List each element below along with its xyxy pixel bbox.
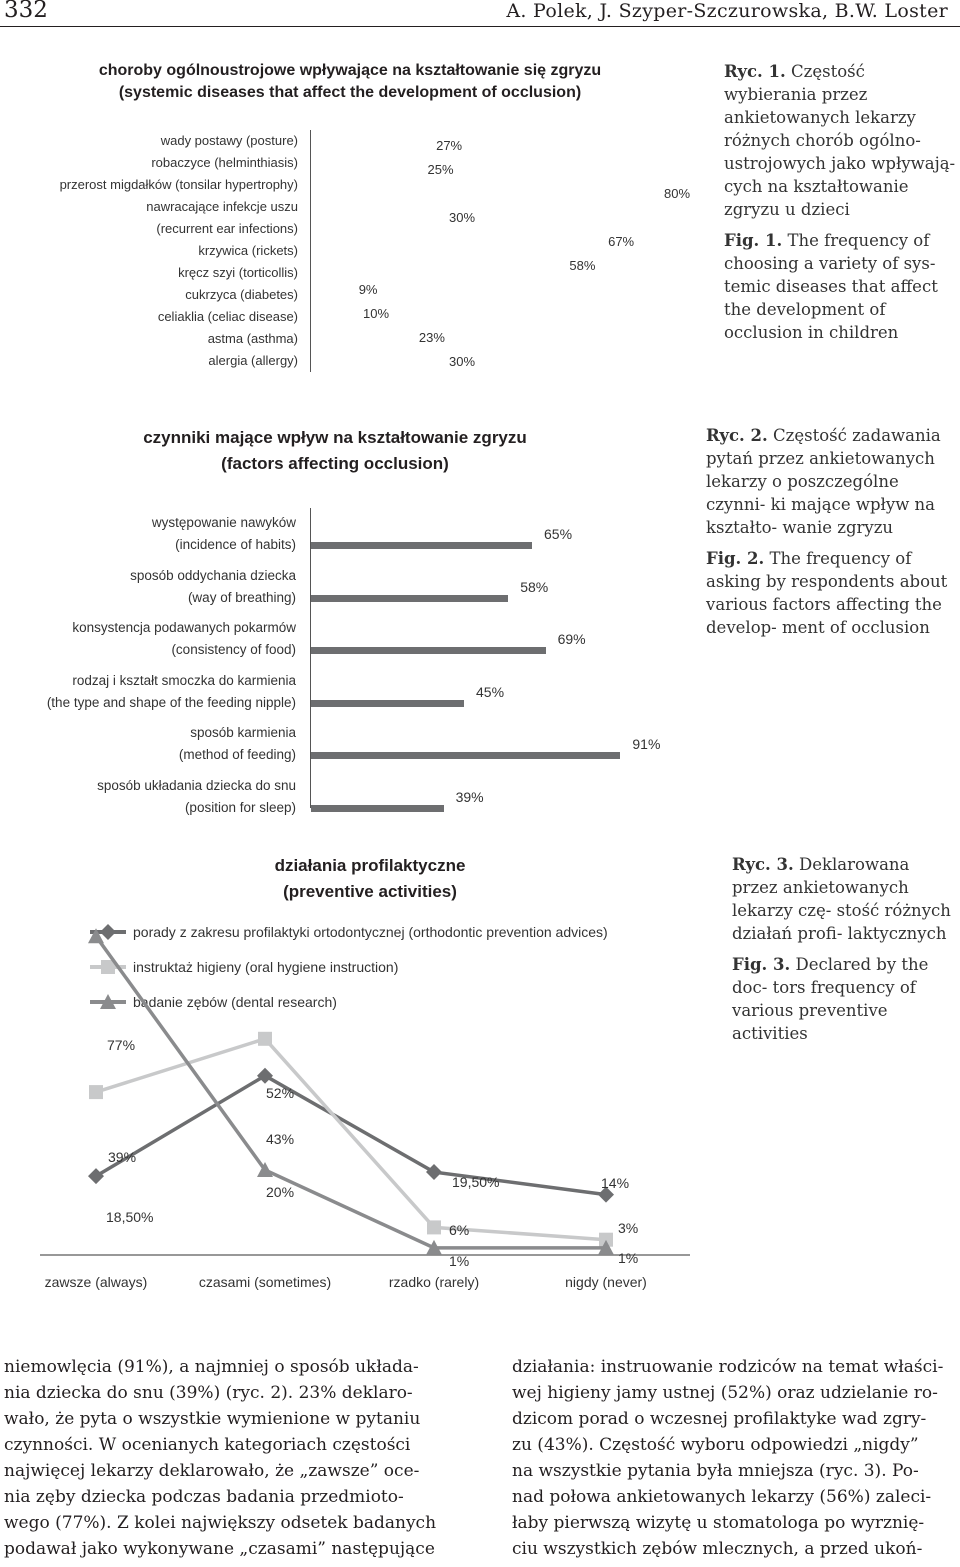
figure3-legend-label: badanie zębów (dental research) [133, 994, 337, 1010]
caption-text-line: ment of occlusion [782, 618, 930, 637]
figure3-point-marker [88, 1168, 104, 1184]
body-text-line: wego (77%). Z kolei największy odsetek badanych [4, 1513, 437, 1533]
caption-text-line: by respondents about various [706, 572, 948, 614]
body-text-line: nia dziecka do snu (39%) (ryc. 2). 23% deklaro- [4, 1383, 413, 1403]
body-text-line: wej higieny jamy ustnej (52%) oraz udzielanie ro- [512, 1383, 938, 1403]
figure2-category-label [0, 617, 296, 661]
figure3-point-marker [89, 1085, 103, 1099]
figure2-label-line: (consistency of food) [171, 642, 296, 657]
body-text-line: czynności. W ocenianych kategoriach częstości [4, 1435, 411, 1455]
figure2-value-label: 45% [476, 683, 505, 700]
figure3-value-label: 18,50% [106, 1209, 154, 1225]
caption-text-line: factors affecting the develop- [706, 595, 942, 637]
figure2-label-line: sposób układania dziecka do snu [97, 777, 296, 793]
figure1-category-label: nawracające infekcje uszu [146, 199, 298, 214]
caption-text-line: temic diseases that affect the [724, 277, 938, 319]
caption-text-line: cych na kształtowanie zgryzu [724, 177, 909, 219]
figure2-value-label: 58% [520, 578, 549, 595]
figure1-caption-pl-label: Ryc. 1. [724, 62, 786, 81]
body-text-line: niemowlęcia (91%), a najmniej o sposób układa- [4, 1357, 419, 1377]
figure1-caption-en [724, 229, 960, 344]
figure3-title-line2: (preventive activities) [283, 882, 457, 901]
figure3-value-label: 20% [266, 1184, 295, 1200]
figure1-value-label: 27% [436, 138, 463, 153]
figure1-caption-en-label: Fig. 1. [724, 231, 783, 250]
figure1-category-label: (recurrent ear infections) [156, 221, 298, 236]
figure2-label-line: (the type and shape of the feeding nipple) [46, 694, 296, 710]
caption-text-line: tors frequency of various [732, 978, 916, 1020]
caption-text-line: ankietowanych lekarzy czę- [732, 878, 909, 920]
figure2-caption-en-label: Fig. 2. [706, 549, 765, 568]
figure3-value-label: 1% [618, 1250, 639, 1266]
figure3-x-tick-label: nigdy (never) [565, 1274, 647, 1290]
caption-text-line: ustrojowych jako wpływają- [724, 154, 956, 173]
figure3-x-tick-label: rzadko (rarely) [388, 1274, 480, 1290]
figure2-bar [311, 805, 444, 812]
caption-text-line: przez ankietowanych lekarzy [724, 85, 916, 127]
caption-text-line: wanie zgryzu [782, 518, 894, 537]
figure3-value-label: 14% [601, 1175, 630, 1191]
figure3-point-marker [258, 1032, 272, 1046]
figure1-category-label: wady postawy (posture) [160, 133, 298, 148]
figure2-category-label [0, 565, 296, 609]
figure1-title-line1: choroby ogólnoustrojowe wpływające na kształtowanie się zgryzu [98, 62, 602, 79]
figure1-category-label: celiaklia (celiac disease) [157, 309, 298, 324]
figure3-value-label: 43% [266, 1131, 295, 1147]
figure1-value-label: 58% [569, 258, 596, 273]
figure2-title-line2: (factors affecting occlusion) [221, 454, 449, 473]
body-text-left-column [4, 1354, 452, 1562]
figure1-category-label: cukrzyca (diabetes) [185, 287, 298, 302]
caption-text-line: Deklarowana przez [732, 855, 910, 897]
body-text-line: działania: instruowanie rodziców na temat właści- [512, 1357, 944, 1377]
body-text-line: zu (43%). Częstość wyboru odpowiedzi „nigdy” [512, 1435, 919, 1455]
caption-text-line: stość różnych działań profi- [732, 901, 951, 943]
figure2-label-line: (method of feeding) [178, 747, 296, 762]
figure1-title-line2: (systemic diseases that affect the development of occlusion) [118, 84, 582, 101]
body-text-line: najwięcej lekarzy deklarowało, że „zawsze” oce- [4, 1461, 420, 1481]
figure3-legend-label: instruktaż higieny (oral hygiene instruction) [133, 959, 399, 975]
figure3-series-line [96, 936, 606, 1248]
figure3-value-label: 52% [266, 1085, 295, 1101]
figure3-caption-en [732, 953, 960, 1045]
figure3-caption-pl-label: Ryc. 3. [732, 855, 794, 874]
body-text-line: łaby pierwszą wizytę u stomatologa po wyrznię- [512, 1513, 925, 1533]
figure2-label-line: (incidence of habits) [175, 537, 296, 552]
caption-text-line: The frequency of asking [706, 549, 912, 591]
figure2-bar [311, 647, 546, 654]
figure1-category-label: astma (asthma) [207, 331, 298, 346]
running-head: A. Polek, J. Szyper-Szczurowska, B.W. Loster [506, 0, 948, 22]
figure1-category-label: krzywica (rickets) [198, 243, 298, 258]
figure1-value-label: 10% [363, 306, 390, 321]
figure3-value-label: 6% [449, 1222, 470, 1238]
figure2-label-line: sposób karmienia [190, 725, 296, 740]
figure1-value-label: 67% [608, 234, 635, 249]
figure2-category-label [0, 775, 296, 819]
figure2-category-label [0, 722, 296, 766]
figure1-caption [724, 60, 960, 344]
figure3-point-marker [427, 1220, 441, 1234]
caption-text-line: różnych chorób ogólno- [724, 131, 921, 150]
figure2-title-line1: czynniki mające wpływ na kształtowanie zgryzu [143, 428, 527, 447]
body-text-line: podawał jako wykonywane „czasami” następujące [4, 1539, 435, 1559]
figure2-bar [311, 700, 464, 707]
figure3-caption-en-label: Fig. 3. [732, 955, 791, 974]
caption-text-line: children [829, 323, 899, 342]
figure1-category-label: robaczyce (helminthiasis) [151, 155, 298, 170]
caption-text-line: choosing a variety of sys- [724, 254, 936, 273]
figure1-value-label: 9% [358, 282, 378, 297]
figure2-category-label [0, 670, 296, 714]
figure3-caption [732, 853, 960, 1045]
figure2-label-line: (way of breathing) [187, 589, 296, 605]
figure3-point-marker [426, 1164, 442, 1180]
figure3-legend-label: porady z zakresu profilaktyki ortodontycznej (orthodontic prevention advices) [133, 924, 608, 940]
figure3-x-tick-label: czasami (sometimes) [198, 1274, 332, 1290]
figure3-value-label: 77% [107, 1037, 136, 1053]
body-text-line: nad połowa ankietowanych lekarzy (56%) zaleci- [512, 1487, 932, 1507]
figure2-label-line: (position for sleep) [184, 799, 296, 815]
figure1-value-label: 30% [449, 210, 476, 225]
caption-text-line: Declared by the doc- [732, 955, 929, 997]
figure3-value-label: 1% [449, 1253, 470, 1269]
body-text-line: dzicom porad o wczesnej profilaktyke wad zgry- [512, 1409, 927, 1429]
figure2-label-line: występowanie nawyków [151, 515, 296, 530]
figure2-label-line: konsystencja podawanych pokarmów [72, 620, 296, 635]
figure2-value-label: 65% [544, 526, 573, 542]
figure1-value-label: 23% [418, 330, 445, 345]
figure1-category-label: alergia (allergy) [208, 353, 298, 368]
figure2-label-line: sposób oddychania dziecka [130, 567, 296, 583]
caption-text-line: preventive activities [732, 1001, 888, 1043]
figure3-value-label: 19,50% [452, 1174, 500, 1190]
figure1-value-label: 25% [427, 162, 454, 177]
figure3-line-chart [0, 900, 700, 1300]
figure3-legend-marker [100, 924, 116, 940]
figure3-point-marker [257, 1068, 273, 1084]
figure2-bar [311, 595, 508, 602]
page-number: 332 [4, 0, 48, 23]
body-text-line: wało, że pyta o wszystkie wymienione w pytaniu [4, 1409, 421, 1429]
figure3-value-label: 39% [108, 1149, 137, 1165]
figure3-title-line1: działania profilaktyczne [274, 856, 466, 875]
figure1-category-label: przerost migdałków (tonsilar hypertrophy) [59, 177, 298, 192]
figure2-caption-en [706, 547, 960, 639]
caption-text-line: ki mające wpływ na kształto- [706, 495, 936, 537]
figure2-value-label: 39% [455, 788, 484, 805]
caption-text-line: development of occlusion in [724, 300, 886, 342]
body-text-line: nia zęby dziecka podczas badania przedmioto- [4, 1487, 404, 1507]
body-text-line: na wszystkie pytania była mniejsza (ryc. 3). Po- [512, 1461, 919, 1481]
body-text-right-column [512, 1354, 958, 1562]
figure2-value-label: 69% [557, 631, 586, 647]
caption-text-line: pytań przez ankietowanych [706, 449, 935, 468]
figure2-value-label: 91% [632, 736, 661, 752]
figure1-value-label: 80% [664, 186, 691, 201]
figure2-label-line: rodzaj i kształt smoczka do karmienia [72, 672, 296, 688]
figure2-bar [311, 752, 620, 759]
figure2-category-label [0, 512, 296, 556]
figure2-caption-pl [706, 424, 960, 539]
figure3-x-tick-label: zawsze (always) [44, 1274, 148, 1290]
caption-text-line: Częstość zadawania [773, 426, 941, 445]
figure2-bar [311, 542, 532, 549]
figure1-caption-pl [724, 60, 960, 221]
figure1-category-label: kręcz szyi (torticollis) [178, 265, 298, 280]
figure3-value-label: 3% [618, 1220, 639, 1236]
figure1-caption-pl-text [724, 62, 955, 219]
caption-text-line: Częstość wybierania [724, 62, 865, 104]
caption-text-line: lekarzy o poszczególne czynni- [706, 472, 899, 514]
figure2-caption-pl-label: Ryc. 2. [706, 426, 768, 445]
caption-text-line: The frequency of [787, 231, 930, 250]
figure2-plot [0, 0, 700, 820]
figure2-caption [706, 424, 960, 639]
figure3-caption-pl [732, 853, 960, 945]
body-text-line: ciu wszystkich zębów mlecznych, a przed ukoń- [512, 1539, 923, 1559]
figure1-value-label: 30% [449, 354, 476, 369]
figure3-title [230, 853, 510, 905]
caption-text-line: laktycznych [847, 924, 947, 943]
caption-text-line: u dzieci [785, 200, 850, 219]
